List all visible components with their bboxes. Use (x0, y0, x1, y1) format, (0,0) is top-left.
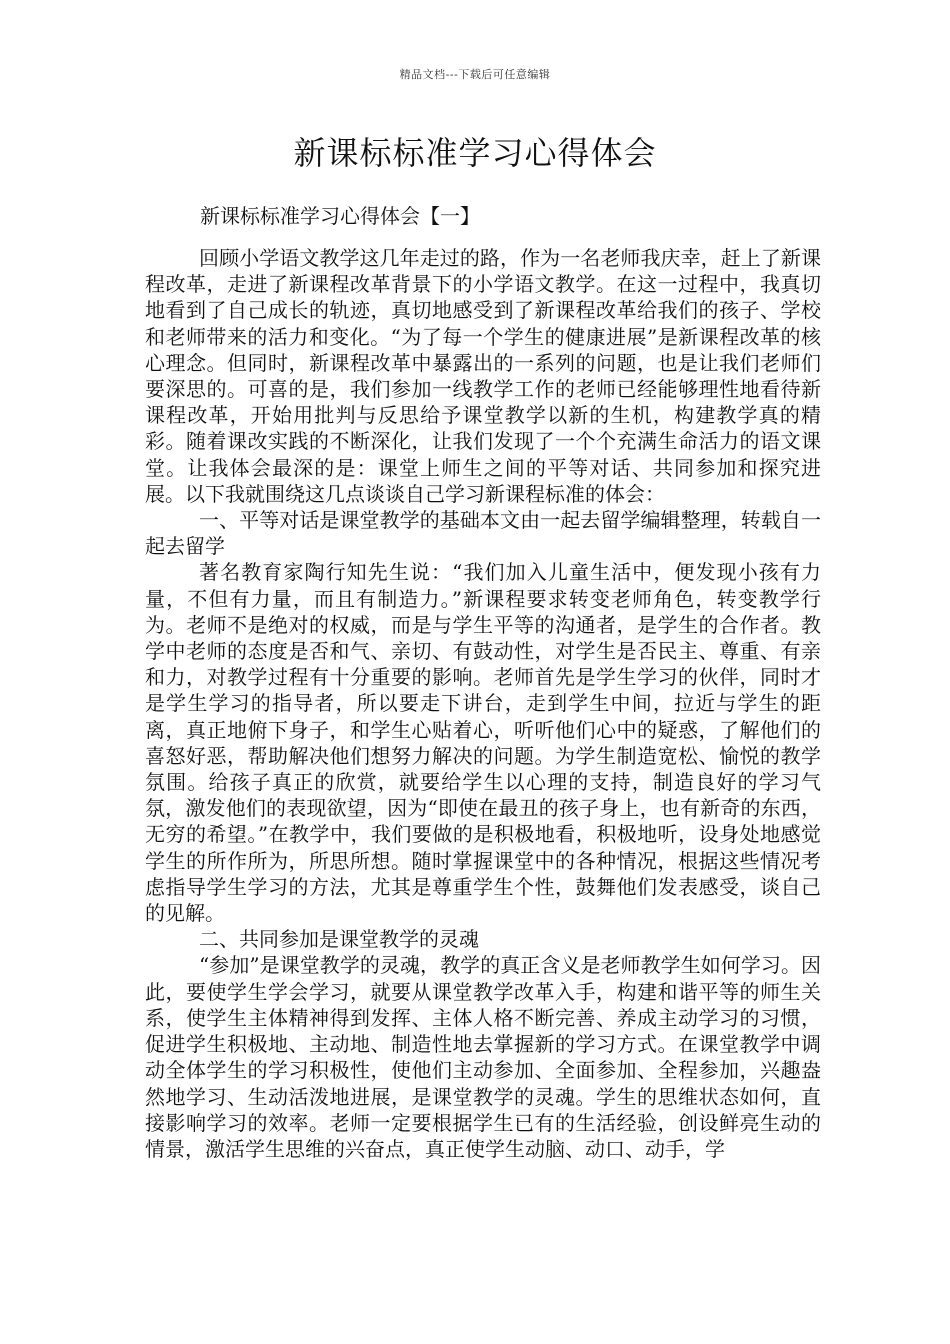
section-heading-1: 一、平等对话是课堂教学的基础本文由一起去留学编辑整理，转载自一起去留学 (145, 508, 821, 559)
document-subtitle: 新课标标准学习心得体会【一】 (200, 204, 480, 228)
document-body (145, 245, 821, 1162)
paragraph-section-2: “参加”是课堂教学的灵魂，教学的真正含义是老师教学生如何学习。因此，要使学生学会学习，就要从课堂教学改革入手，构建和谐平等的师生关系，使学生主体精神得到发挥、主体人格不断完善、养成主动学习的习惯，促进学生积极地、主动地、制造性地去掌握新的学习方式。在课堂教学中调动全体学生的学习积极性，使他们主动参加、全面参加、全程参加，兴趣盎然地学习、生动活泼地进展，是课堂教学的灵魂。学生的思维状态如何，直接影响学习的效率。老师一定要根据学生已有的生活经验，创设鲜亮生动的情景，激活学生思维的兴奋点，真正使学生动脑、动口、动手，学 (145, 953, 821, 1161)
document-title: 新课标标准学习心得体会 (293, 134, 657, 172)
section-heading-2: 二、共同参加是课堂教学的灵魂 (199, 927, 479, 952)
paragraph-intro: 回顾小学语文教学这几年走过的路，作为一名老师我庆幸，赶上了新课程改革，走进了新课程改革背景下的小学语文教学。在这一过程中，我真切地看到了自己成长的轨迹，真切地感受到了新课程改革给我们的孩子、学校和老师带来的活力和变化。“为了每一个学生的健康进展”是新课程改革的核心理念。但同时，新课程改革中暴露出的一系列的问题，也是让我们老师们要深思的。可喜的是，我们参加一线教学工作的老师已经能够理性地看待新课程改革，开始用批判与反思给予课堂教学以新的生机，构建教学真的精彩。随着课改实践的不断深化，让我们发现了一个个充满生命活力的语文课堂。让我体会最深的是：课堂上师生之间的平等对话、共同参加和探究进展。以下我就围绕这几点谈谈自己学习新课程标准的体会： (145, 246, 821, 506)
paragraph-section-1: 著名教育家陶行知先生说：“我们加入儿童生活中，便发现小孩有力量，不但有力量，而且有制造力。”新课程要求转变老师角色，转变教学行为。老师不是绝对的权威，而是与学生平等的沟通者，是学生的合作者。教学中老师的态度是否和气、亲切、有鼓动性，对学生是否民主、尊重、有亲和力，对教学过程有十分重要的影响。老师首先是学生学习的伙伴，同时才是学生学习的指导者，所以要走下讲台，走到学生中间，拉近与学生的距离，真正地俯下身子，和学生心贴着心，听听他们心中的疑惑，了解他们的喜怒好恶，帮助解决他们想努力解决的问题。为学生制造宽松、愉悦的教学氛围。给孩子真正的欣赏，就要给学生以心理的支持，制造良好的学习气氛，激发他们的表现欲望，因为“即使在最丑的孩子身上，也有新奇的东西，无穷的希望。”在教学中，我们要做的是积极地看，积极地听，设身处地感觉学生的所作所为，所思所想。随时掌握课堂中的各种情况，根据这些情况考虑指导学生学习的方法，尤其是尊重学生个性，鼓舞他们发表感受，谈自己的见解。 (145, 560, 821, 926)
header-note: 精品文档---下载后可任意编辑 (399, 68, 551, 81)
